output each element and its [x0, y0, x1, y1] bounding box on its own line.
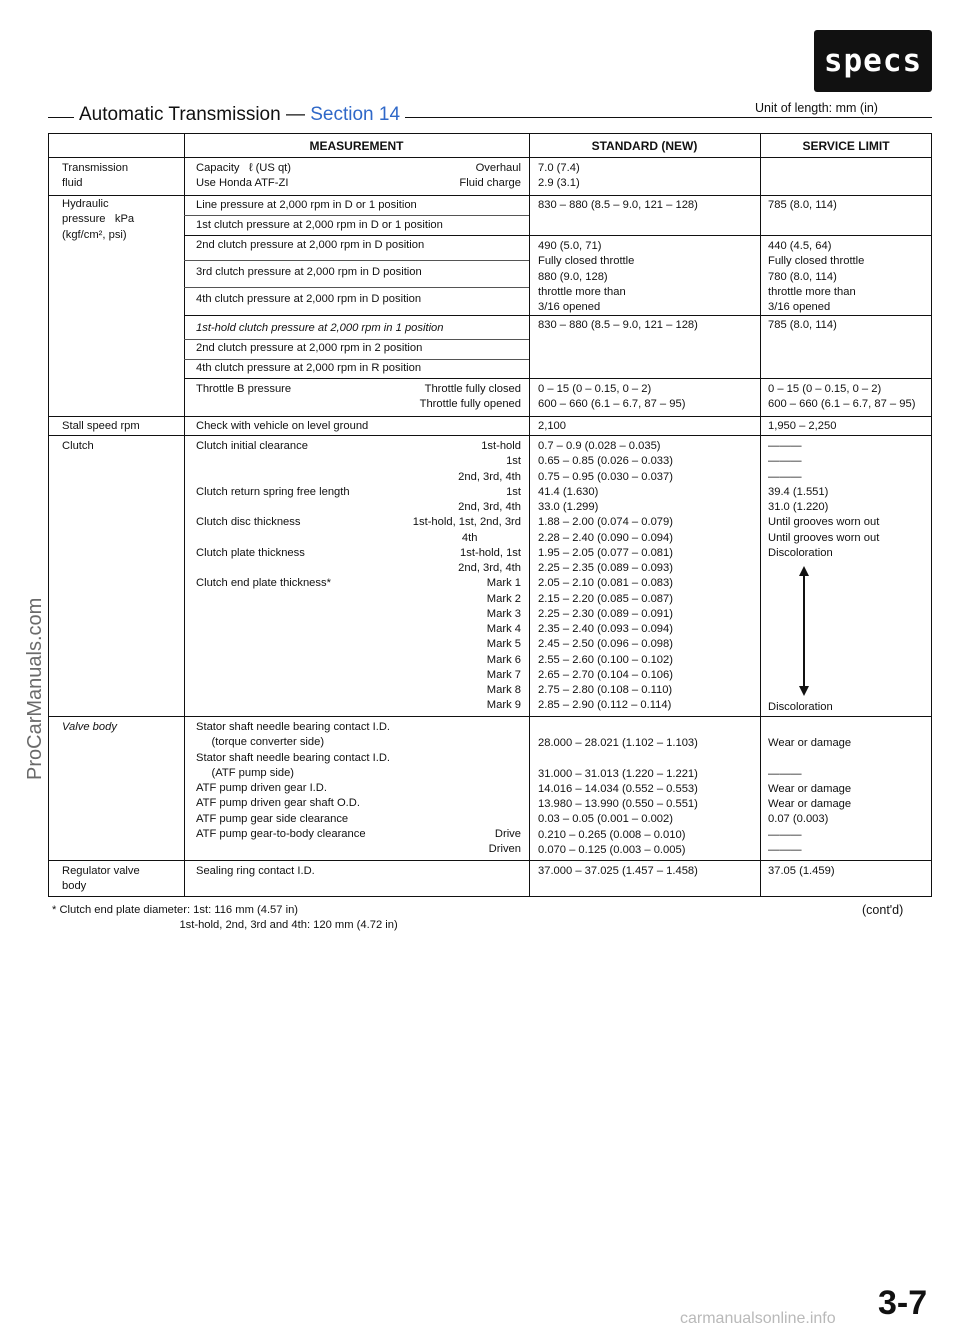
fluid-condition: Overhaul Fluid charge: [459, 162, 521, 190]
valve-standard: 28.000 – 28.021 (1.102 – 1.103) 31.000 – 31.013 (1.220 – 1.221) 14.016 – 14.034 (0.552 – 0.553) 13.980 – 13.990 (0.550 – 0.551) 0.03 – 0.05 (0.001 – 0.002) 0.210 – 0.265 (0.008 – 0.010) 0.070 – 0.125 (0.003 – 0.005): [538, 737, 698, 856]
page-title: [74, 104, 405, 126]
clutch-measurement: Clutch initial clearance Clutch return spring free length Clutch disc thickness Clutch plate thickness Clutch end plate thickness*: [196, 440, 350, 590]
regulator-standard: 37.000 – 37.025 (1.457 – 1.458): [538, 865, 698, 877]
clutch2-position2-pressure: 2nd clutch pressure at 2,000 rpm in 2 position: [196, 342, 423, 354]
clutch1-pressure: 1st clutch pressure at 2,000 rpm in D or 1 position: [196, 219, 443, 231]
header-measurement: MEASUREMENT: [309, 139, 404, 153]
clutch3-pressure: 3rd clutch pressure at 2,000 rpm in D position: [196, 266, 422, 278]
site-watermark: carmanualsonline.info: [680, 1310, 836, 1327]
row-sep-clutch: [48, 716, 932, 717]
continued-note: (cont'd): [862, 903, 904, 917]
row-sep-line: [184, 215, 529, 216]
row-sep-hold: [184, 339, 529, 340]
line-pressure: Line pressure at 2,000 rpm in D or 1 position: [196, 199, 417, 211]
footnote: * Clutch end plate diameter: 1st: 116 mm (4.57 in) 1st-hold, 2nd, 3rd and 4th: 120 mm (4.72 in): [52, 904, 398, 931]
col-divider-1: [184, 133, 185, 897]
fluid-standard: 7.0 (7.4) 2.9 (3.1): [538, 162, 580, 190]
item-transmission-fluid: Transmission fluid: [62, 162, 129, 190]
hold-pressure-standard: 830 – 880 (8.5 – 9.0, 121 – 128): [538, 319, 698, 331]
hold-clutch-pressure: 1st-hold clutch pressure at 2,000 rpm in 1 position: [196, 322, 444, 334]
header-standard: STANDARD (NEW): [591, 139, 698, 153]
clutch4-pressure: 4th clutch pressure at 2,000 rpm in D position: [196, 293, 422, 305]
hold-pressure-limit: 785 (8.0, 114): [768, 319, 837, 331]
item-hydraulic-pressure: Hydraulic pressure kPa (kgf/cm², psi): [62, 198, 135, 241]
line-pressure-standard: 830 – 880 (8.5 – 9.0, 121 – 128): [538, 199, 698, 211]
regulator-measurement: Sealing ring contact I.D.: [196, 865, 315, 877]
valve-condition: Drive Driven: [488, 828, 521, 856]
clutch-pressure-limit: 440 (4.5, 64) Fully closed throttle 780 (8.0, 114) throttle more than 3/16 opened: [768, 240, 865, 313]
line-pressure-limit: 785 (8.0, 114): [768, 199, 837, 211]
stall-limit: 1,950 – 2,250: [768, 420, 837, 432]
header-separator: [48, 157, 932, 158]
fluid-measurement: Capacity ℓ (US qt) Use Honda ATF-ZI: [196, 162, 292, 190]
clutch-limit: ——— ——— ——— 39.4 (1.551) 31.0 (1.220) Until grooves worn out Until grooves worn out Discoloration: [768, 440, 880, 559]
row-sep-fluid: [48, 195, 932, 196]
title-dash: —: [285, 104, 305, 125]
unit-note: Unit of length: mm (in): [750, 101, 883, 115]
throttle-b-pressure: Throttle B pressure: [196, 383, 292, 395]
col-divider-3: [760, 133, 761, 897]
row-sep-c3: [184, 287, 529, 288]
col-divider-2: [529, 133, 530, 897]
row-sep-p2: [184, 359, 529, 360]
throttle-standard: 0 – 15 (0 – 0.15, 0 – 2) 600 – 660 (6.1 – 6.7, 87 – 95): [538, 383, 686, 411]
specs-logo: specs: [814, 30, 932, 92]
row-sep-c2: [184, 260, 529, 261]
watermark: ProCarManuals.com: [24, 597, 46, 780]
valve-limit: Wear or damage ——— Wear or damage Wear or damage 0.07 (0.003) ——— ———: [768, 737, 852, 856]
row-sep-hydraulic: [48, 416, 932, 417]
range-line: [803, 574, 805, 692]
row-sep-rc4: [184, 378, 932, 379]
clutch2-pressure: 2nd clutch pressure at 2,000 rpm in D position: [196, 239, 425, 251]
page-number: 3-7: [878, 1284, 928, 1322]
clutch-limit-end: Discoloration: [768, 701, 833, 713]
arrow-down-icon: [799, 686, 809, 696]
stall-measurement: Check with vehicle on level ground: [196, 420, 369, 432]
item-stall-speed: Stall speed rpm: [62, 420, 140, 432]
regulator-limit: 37.05 (1.459): [768, 865, 835, 877]
row-sep-valve: [48, 860, 932, 861]
row-sep-c1: [184, 235, 932, 236]
row-sep-stall: [48, 435, 932, 436]
clutch-standard: 0.7 – 0.9 (0.028 – 0.035) 0.65 – 0.85 (0.026 – 0.033) 0.75 – 0.95 (0.030 – 0.037) 41.4 (1.630) 33.0 (1.299) 1.88 – 2.00 (0.074 – 0.079) 2.28 – 2.40 (0.090 – 0.094) 1.95 – 2.05 (0.077 – 0.081) 2.25 – 2.35 (0.089 – 0.093) 2.05 – 2.10 (0.081 – 0.083) 2.15 – 2.20 (0.085 – 0.087) 2.25 – 2.30 (0.089 – 0.091) 2.35 – 2.40 (0.093 – 0.094) 2.45 – 2.50 (0.096 – 0.098) 2.55 – 2.60 (0.100 – 0.102) 2.65 – 2.70 (0.104 – 0.106) 2.75 – 2.80 (0.108 – 0.110) 2.85 – 2.90 (0.112 – 0.114): [538, 440, 673, 712]
item-valve-body: Valve body: [62, 721, 117, 733]
item-regulator-valve: Regulator valve body: [62, 865, 140, 893]
throttle-condition: Throttle fully closed Throttle fully opened: [419, 383, 521, 411]
valve-measurement: Stator shaft needle bearing contact I.D. (torque converter side) Stator shaft needle bearing contact I.D. (ATF pump side) ATF pump driven gear I.D. ATF pump driven gear shaft O.D. ATF pump gear side clearance ATF pump gear-to-body clearance: [196, 721, 391, 840]
item-clutch: Clutch: [62, 440, 94, 452]
stall-standard: 2,100: [538, 420, 566, 432]
throttle-limit: 0 – 15 (0 – 0.15, 0 – 2) 600 – 660 (6.1 – 6.7, 87 – 95): [768, 383, 916, 411]
title-text: Automatic Transmission: [79, 104, 281, 125]
clutch-pressure-standard: 490 (5.0, 71) Fully closed throttle 880 (9.0, 128) throttle more than 3/16 opened: [538, 240, 635, 313]
section-link[interactable]: Section 14: [310, 104, 401, 125]
clutch-condition: 1st-hold 1st 2nd, 3rd, 4th 1st 2nd, 3rd, 4th 1st-hold, 1st, 2nd, 3rd 4th 1st-hold, 1st 2nd, 3rd, 4th Mark 1 Mark 2 Mark 3 Mark 4 Mark 5 Mark 6 Mark 7 Mark 8 Mark 9: [412, 440, 521, 712]
header-service-limit: SERVICE LIMIT: [802, 139, 890, 153]
clutch4-reverse-pressure: 4th clutch pressure at 2,000 rpm in R position: [196, 362, 422, 374]
